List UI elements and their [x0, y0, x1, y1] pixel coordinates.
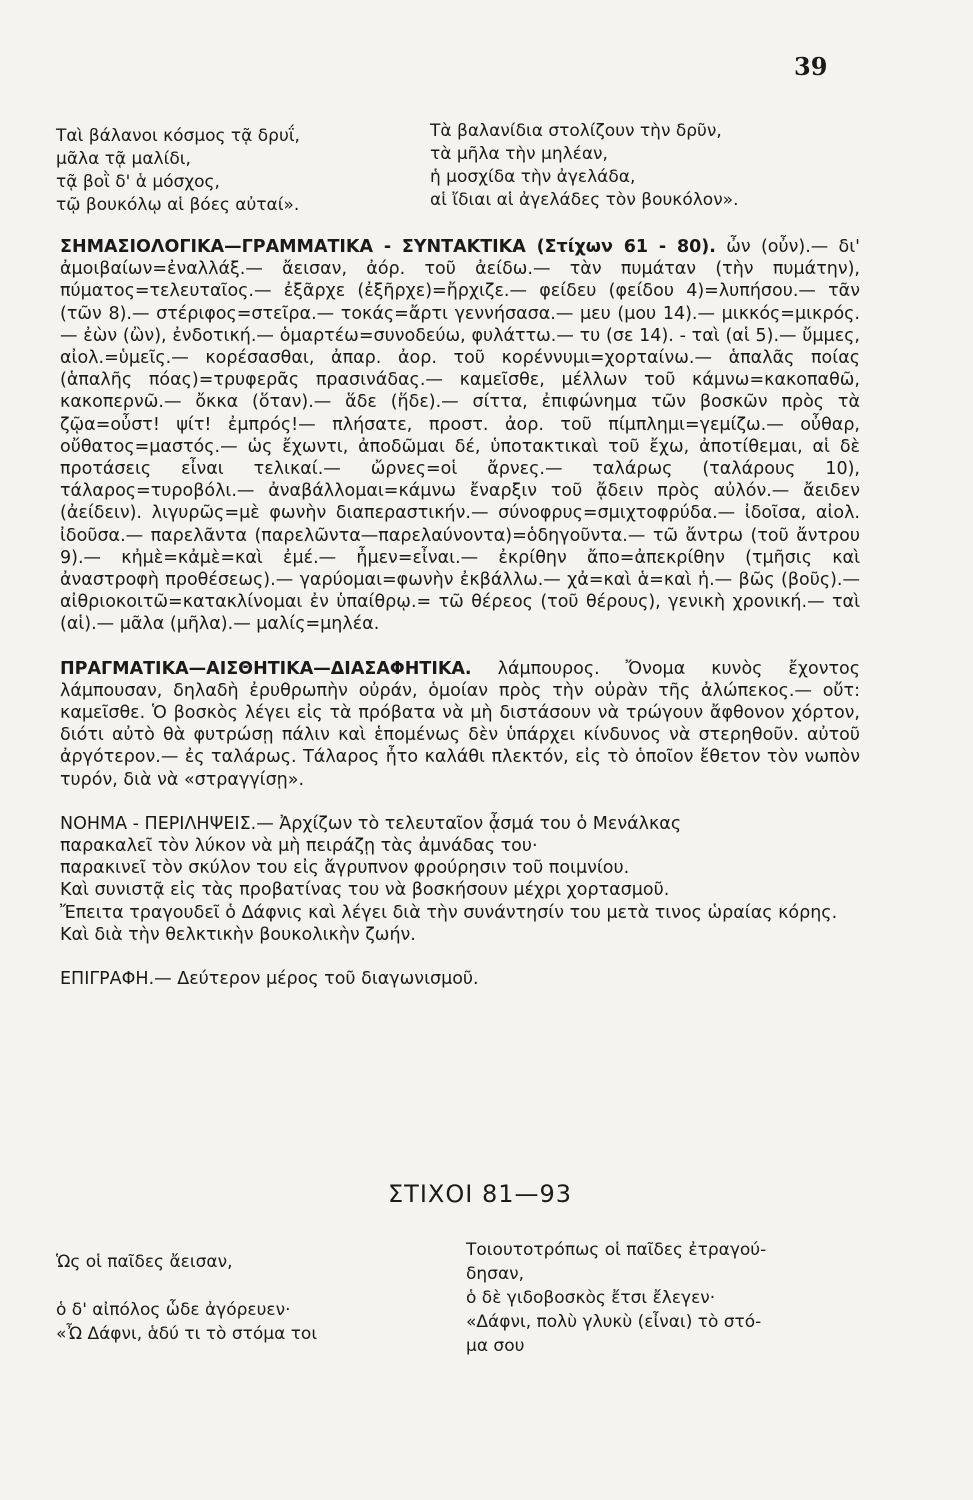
verse-line: ὁ δὲ γιδοβοσκὸς ἔτσι ἔλεγεν· — [466, 1288, 716, 1308]
verse-line — [56, 1274, 317, 1298]
verse-line: μα σου — [466, 1336, 525, 1356]
pragmatic-heading: ΠΡΑΓΜΑΤΙΚΑ—ΑΙΣΘΗΤΙΚΑ—ΔΙΑΣΑΦΗΤΙΚΑ. — [60, 658, 472, 679]
meaning-heading: ΝΟΗΜΑ - ΠΕΡΙΛΗΨΕΙΣ.— — [60, 813, 274, 834]
meaning-line: Καὶ συνιστᾷ εἰς τὰς προβατίνας του νὰ βοσκήσουν μέχρι χορτασμοῦ. — [60, 880, 670, 901]
inscription-heading: ΕΠΙΓΡΑΦΗ.— — [60, 969, 172, 990]
poem-line: ἡ μοσχίδα τὴν ἀγελάδα, — [430, 167, 636, 187]
meaning-notes — [60, 813, 860, 946]
pragmatic-notes — [60, 658, 860, 791]
top-poem-translation — [430, 120, 739, 212]
verses-title: ΣΤΙΧΟΙ 81—93 — [388, 1180, 573, 1208]
verse-line: δησαν, — [466, 1264, 525, 1284]
verse-line: «Δάφνι, πολὺ γλυκὺ (εἶναι) τὸ στό- — [466, 1312, 762, 1332]
verses-original — [56, 1250, 317, 1346]
inscription-text: Δεύτερον μέρος τοῦ διαγωνισμοῦ. — [177, 969, 479, 990]
poem-line: τῷ βουκόλῳ αἱ βόες αὐταί». — [56, 195, 300, 215]
grammar-text: ὦν (οὖν).— δι' ἀμοιβαίων=ἐναλλάξ.— ἄεισαν, ἀόρ. τοῦ ἀείδω.— τὰν πυμάταν (τὴν πυμάτην), πύματος=τελευταῖος.— ἐξᾶρχε (ἐξῆρχε)=ἤρχιζε.— φείδευ (φείδου 4)=λυπήσου.— τᾶν (τῶν 8).— στέριφος=στεῖρα.— τοκάς=ἄρτι γεννήσασα.— μευ (μου 14).— μικκός=μικρός.— ἐὼν (ὢν), ἐνδοτική.— ὁμαρτέω=συνοδεύω, φυλάττω.— τυ (σε 14). - ταὶ (αἱ 5).— ὔμμες, αἰολ.=ὑμεῖς.— κορέσασθαι, ἀπαρ. ἀορ. τοῦ κορέννυμι=χορταίνω.— ἁπαλᾶς ποίας (ἁπαλῆς πόας)=τρυφερᾶς πρασινάδας.— καμεῖσθε, μέλλων τοῦ κάμνω=κακοπαθῶ, κακοπερνῶ.— ὄκκα (ὅταν).— ἅδε (ἥδε).— σίττα, ἐπιφώνημα τῶν βοσκῶν πρὸς τὰ ζῷα=οὖστ! ψίτ! ἐμπρός!— πλήσατε, προστ. ἀορ. τοῦ πίμπλημι=γεμίζω.— οὖθαρ, οὔθατος=μαστός.— ὡς ἔχωντι, ἀποδῶμαι δέ, ὑποτακτικαὶ τοῦ ἔχω, ἀποτίθεμαι, αἱ δὲ προτάσεις εἶναι τελικαί.— ὤρνες=οἱ ἄρνες.— ταλάρως (ταλάρους 10), τάλαρος=τυροβόλι.— ἀναβάλλομαι=κάμνω ἔναρξιν τοῦ ᾄδειν πρὸς αὐλόν.— ἄειδεν (ἀείδειν). λιγυρῶς=μὲ φωνὴν διαπεραστικήν.— σύνοφρυς=σμιχτοφρύδα.— ἰδοῖσα, αἰολ. ἰδοῦσα.— παρελᾶντα (παρελῶντα—παρελαύνοντα)=ὁδηγοῦντα.— τῶ ἄντρω (τοῦ ἄντρου 9).— κἠμὲ=κἀμὲ=καὶ ἐμέ.— ἦμεν=εἶναι.— ἐκρίθην ἄπο=ἀπεκρίθην (τμῆσις καὶ ἀναστροφὴ προθέσεως).— γαρύομαι=φωνὴν ἐκβάλλω.— χἀ=καὶ ἁ=καὶ ἡ.— βῶς (βοῦς).— αἰθριοκοιτῶ=κατακλίνομαι ἐν ὑπαίθρῳ.= τῶ θέρεος (τοῦ θέρους), γενικὴ χρονική.— ταὶ (αἱ).— μᾶλα (μῆλα).— μαλίς=μηλέα. — [60, 237, 860, 635]
meaning-line: Ἔπειτα τραγουδεῖ ὁ Δάφνις καὶ λέγει διὰ τὴν συνάντησίν του μετὰ τινος ὡραίας κόρης. — [60, 902, 838, 923]
meaning-line: παρακαλεῖ τὸν λύκον νὰ μὴ πειράζῃ τὰς ἀμνάδας του· — [60, 836, 538, 857]
verses-translation — [466, 1238, 766, 1358]
verse-line: «Ὦ Δάφνι, ἁδύ τι τὸ στόμα τοι — [56, 1324, 318, 1344]
commentary — [60, 236, 860, 990]
grammar-heading: ΣΗΜΑΣΙΟΛΟΓΙΚΑ—ΓΡΑΜΜΑΤΙΚΑ - ΣΥΝΤΑΚΤΙΚΑ (Στίχων 61 - 80). — [60, 237, 716, 257]
poem-line: τᾷ βοῒ δ' ἁ μόσχος, — [56, 172, 220, 192]
poem-line: Τὰ βαλανίδια στολίζουν τὴν δρῦν, — [430, 121, 722, 141]
meaning-line: Καὶ διὰ τὴν θελκτικὴν βουκολικὴν ζωήν. — [60, 924, 416, 945]
verse-line: ὁ δ' αἰπόλος ὧδε ἀγόρευεν· — [56, 1300, 291, 1320]
grammar-notes — [60, 236, 860, 636]
poem-line: αἱ ἴδιαι αἱ ἀγελάδες τὸν βουκόλον». — [430, 190, 739, 210]
page-number: 39 — [794, 52, 828, 81]
pragmatic-text: λάμπουρος. Ὄνομα κυνὸς ἔχοντος λάμπουσαν, δηλαδὴ ἐρυθρωπὴν οὐράν, ὁμοίαν πρὸς τὴν οὐρὰν τῆς ἀλώπεκος.— οὔτ: καμεῖσθε. Ὁ βοσκὸς λέγει εἰς τὰ πρόβατα νὰ μὴ διστάσουν νὰ τρώγουν ἄφθονον χόρτον, διότι αὐτὸ θὰ φυτρώσῃ πάλιν καὶ ἑπομένως δὲν ὑπάρχει κίνδυνος νὰ στερηθοῦν. αὐτοῦ ἀργότερον.— ἐς ταλάρως. Τάλαρος ἦτο καλάθι πλεκτόν, εἰς τὸ ὁποῖον ἔθετον τὸν νωπὸν τυρόν, διὰ νὰ «στραγγίσῃ». — [60, 658, 860, 790]
inscription-notes — [60, 968, 860, 990]
poem-line: Ταὶ βάλανοι κόσμος τᾷ δρυΐ, — [56, 126, 300, 146]
poem-line: μᾶλα τᾷ μαλίδι, — [56, 149, 191, 169]
meaning-line: παρακινεῖ τὸν σκύλον του εἰς ἄγρυπνον φρούρησιν τοῦ ποιμνίου. — [60, 858, 630, 879]
top-poem-original — [56, 125, 300, 217]
verse-line: Τοιουτοτρόπως οἱ παῖδες ἐτραγού- — [466, 1240, 767, 1260]
poem-line: τὰ μῆλα τὴν μηλέαν, — [430, 144, 608, 164]
meaning-line: Ἀρχίζων τὸ τελευταῖον ᾆσμά του ὁ Μενάλκας — [279, 813, 682, 834]
verse-line: Ὡς οἱ παῖδες ἄεισαν, — [56, 1252, 233, 1272]
